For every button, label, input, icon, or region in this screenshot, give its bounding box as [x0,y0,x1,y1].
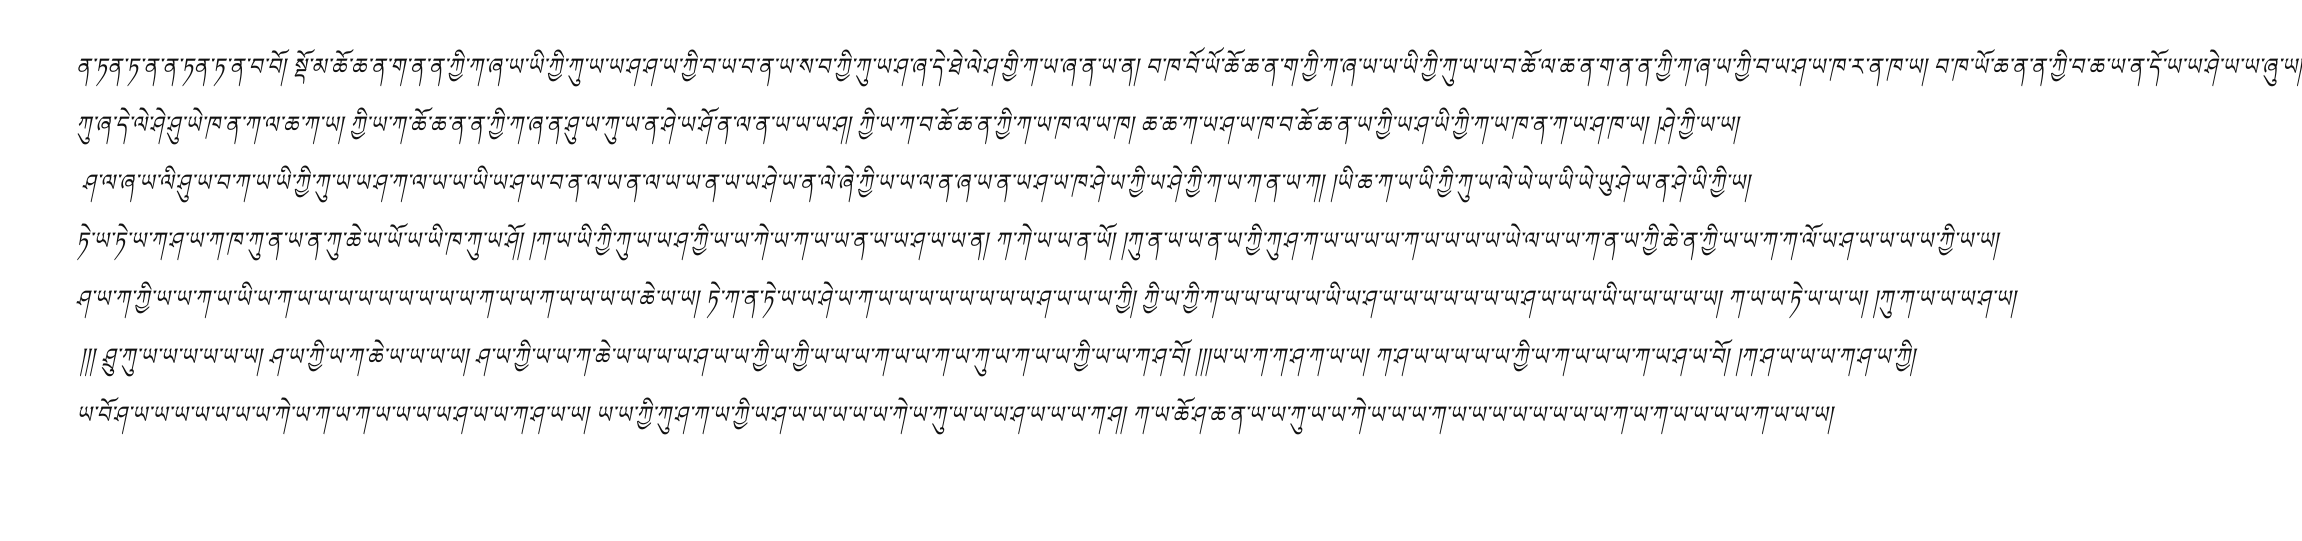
text-line [76,104,1956,162]
line-text: ན་ཏན་ཏ་ན་ན་ཏན་ཏ་ན་བ་བོ། སྡོ་མ་ཆོ་ཆ་ན་ག་ན་ན་ཀྱི་ཀ་ཞ་ཡ་ཡི་ཀྱི་ཀུ་ཡ་ཡ་ཤ་ཤ་ཡ་ཀྱི་བ་ཡ་བ་ན་ཡ་ས་བ་ཀྱི་ཀུ་ཡ་ཤ་ཞ་དེ་ཐེ་ལེ་ཤ་གྱི་ཀ་ཡ་ཞ་ན་ཡ་ན། བ་ཁ་བོ་ཡོ་ཆོ་ཆ་ན་ག་ཀྱི་ཀ་ཞ་ཡ་ཡ་ཡི་ཀྱི་ཀུ་ཡ་ཡ་བ་ཆོ་ལ་ཆ་ན་ག་ན་ན་ཀྱི་ཀ་ཞ་ཡ་ཀྱི་བ་ཡ་ཤ་ཡ་ཁ་ར་ན་ཁ་ཡ། བ་ཁ་ཡོ་ཆ་ན་ན་ཀྱི་བ་ཆ་ཡ་ན་དོ་ཡ་ཡ་ཤེ་ཡ་ཡ་ཞུ་ཡ། [76,52,2302,81]
text-line [76,220,1999,278]
line-text: ཤ་ཡ་ཀ་ཀྱི་ཡ་ཡ་ཀ་ཡ་ཡི་ཡ་ཀ་ཡ་ཡ་ཡ་ཡ་ཡ་ཡ་ཡ་ཡ་ཡ་ཀ་ཡ་ཡ་ཀ་ཡ་ཡ་ཡ་ཡ་ཆེ་ཡ་ཡ། ཏེ་ཀ་ན་ཏེ་ཡ་ཡ་ཤེ་ཡ་ཀ་ཡ་ཡ་ཡ་ཡ་ཡ་ཡ་ཡ་ཡ་ཤ་ཡ་ཡ་ཡ་ཀྱི། ཀྱི་ཡ་ཀྱི་ཀ་ཡ་ཡ་ཡ་ཡ་ཡ་ཡི་ཡ་ཤ་ཡ་ཡ་ཡ་ཡ་ཡ་ཡ་ཡ་ཤ་ཡ་ཡ་ཡ་ཡི་ཡ་ཡ་ཡ་ཡ་ཡ། ཀ་ཡ་ཡ་ཏེ་ཡ་ཡ་ཡ། །ཀུ་ཀ་ཡ་ཡ་ཡ་ཤ་ཡ། [76,284,2016,313]
line-text: ཤ་ལ་ཞ་ཡ་ལི་ཤུ་ཡ་བ་ཀ་ཡ་ཡི་ཀྱི་ཀུ་ཡ་ཡ་ཤ་ཀ་ལ་ཡ་ཡ་ཡི་ཡ་ཤ་ཡ་བ་ན་ལ་ཡ་ན་ལ་ཡ་ཡ་ན་ཡ་ཡ་ཤེ་ཡ་ན་ལེ་ཞེ་ཀྱི་ཡ་ཡ་ལ་ན་ཞ་ཡ་ན་ཡ་ཤ་ཡ་ཁ་ཤེ་ཡ་ཀྱི་ཡ་ཤེ་ཀྱི་ཀ་ཡ་ཀ་ན་ཡ་ཀ། །ཡི་ཆ་ཀ་ཡ་ཡི་ཀྱི་ཀུ་ཡ་ལེ་ཡེ་ཡ་ཡི་ཡེ་ཡུ་ཤེ་ཡ་ན་ཤེ་ཡི་ཀྱི་ཡ། [82,168,1750,197]
line-text: ཏེ་ཡ་ཏེ་ཡ་ཀ་ཤ་ཡ་ཀ་ཁ་ཀུ་ན་ཡ་ན་ཀུ་ཆེ་ཡ་ཡོ་ཡ་ཡི་ཁ་ཀུ་ཡ་ཤོ། །ཀ་ཡ་ཡི་ཀྱི་ཀུ་ཡ་ཡ་ཤ་ཀྱི་ཡ་ཡ་ཀེ་ཡ་ཀ་ཡ་ཡ་ན་ཡ་ཡ་ཤ་ཡ་ཡ་ན། ཀ་ཀེ་ཡ་ཡ་ན་ཡོ། །ཀུ་ན་ཡ་ཡ་ན་ཡ་ཀྱི་ཀུ་ཤ་ཀ་ཡ་ཡ་ཡ་ཡ་ཀ་ཡ་ཡ་ཡ་ཡ་ཡེ་ལ་ཡ་ཡ་ཀ་ན་ཡ་ཀྱི་ཆེ་ན་ཀྱི་ཡ་ཡ་ཀ་ཀ་ལོ་ཡ་ཤ་ཡ་ཡ་ཡ་ཡ་ཀྱི་ཡ་ཡ། [76,226,1999,255]
line-text: །།། ཤྲུ་ཀུ་ཡ་ཡ་ཡ་ཡ་ཡ་ཡ། ཤ་ཡ་ཀྱི་ཡ་ཀ་ཆེ་ཡ་ཡ་ཡ་ཡ། ཤ་ཡ་ཀྱི་ཡ་ཡ་ཀ་ཆེ་ཡ་ཡ་ཡ་ཡ་ཤ་ཡ་ཡ་ཀྱི་ཡ་ཀྱི་ཡ་ཡ་ཡ་ཀ་ཡ་ཡ་ཀ་ཡ་ཀུ་ཡ་ཀ་ཡ་ཡ་ཀྱི་ཡ་ཡ་ཀ་ཤ་བོ། །།།ཡ་ཡ་ཀ་ཀ་ཤ་ཀ་ཡ་ཡ། ཀ་ཤ་ཡ་ཡ་ཡ་ཡ་ཡ་ཀྱི་ཡ་ཀ་ཡ་ཡ་ཡ་ཀ་ཡ་ཤ་ཡ་བོ། །ཀ་ཤ་ཡ་ཡ་ཡ་ཀ་ཤ་ཡ་ཀྱི། [80,342,1915,371]
line-text: ཀུ་ཞ་དེ་ལེ་ཤེ་ཤུ་ཡེ་ཁ་ན་ཀ་ལ་ཆ་ཀ་ཡ། ཀྱི་ཡ་ཀ་ཆོ་ཆ་ན་ན་ཀྱི་ཀ་ཞ་ན་ཤུ་ཡ་ཀུ་ཡ་ན་ཤེ་ཡ་ཤོ་ན་ལ་ན་ཡ་ཡ་ཡ་ཤ། ཀྱི་ཡ་ཀ་བ་ཆོ་ཆ་ན་ཀྱི་ཀ་ཡ་ཁ་ལ་ཡ་ཁ། ཆ་ཆ་ཀ་ཡ་ཤ་ཡ་ཁ་བ་ཆོ་ཆ་ན་ཡ་ཀྱི་ཡ་ཤ་ཡི་ཀྱི་ཀ་ཡ་ཁ་ན་ཀ་ཡ་ཤ་ཁ་ཡ། །ཤེ་ཀྱི་ཡ་ཡ། [76,110,1739,139]
manuscript-text-block [76,46,2302,452]
text-line [76,278,2016,336]
line-text: ཡ་བོ་ཤ་ཡ་ཡ་ཡ་ཡ་ཡ་ཡ་ཡ་ཀེ་ཡ་ཀ་ཡ་ཀ་ཡ་ཡ་ཡ་ཡ་ཤ་ཡ་ཡ་ཀ་ཤ་ཡ་ཡ། ཡ་ཡ་ཀྱི་ཀུ་ཤ་ཀ་ཡ་ཀྱི་ཡ་ཤ་ཡ་ཡ་ཡ་ཡ་ཡ་ཀེ་ཡ་ཀུ་ཡ་ཡ་ཡ་ཤ་ཡ་ཡ་ཡ་ཀ་ཤ། ཀ་ཡ་ཆོ་ཤ་ཆ་ན་ཡ་ཡ་ཀུ་ཡ་ཡ་ཀེ་ཡ་ཡ་ཡ་ཀ་ཡ་ཡ་ཡ་ཡ་ཡ་ཡ་ཡ་ཡ་ཀ་ཡ་ཀ་ཡ་ཡ་ཡ་ཡ་ཀ་ཡ་ཡ་ཡ། [76,400,1833,429]
text-line [76,336,1956,394]
text-line [76,46,2302,104]
text-line [76,394,1956,452]
text-line [76,162,1956,220]
